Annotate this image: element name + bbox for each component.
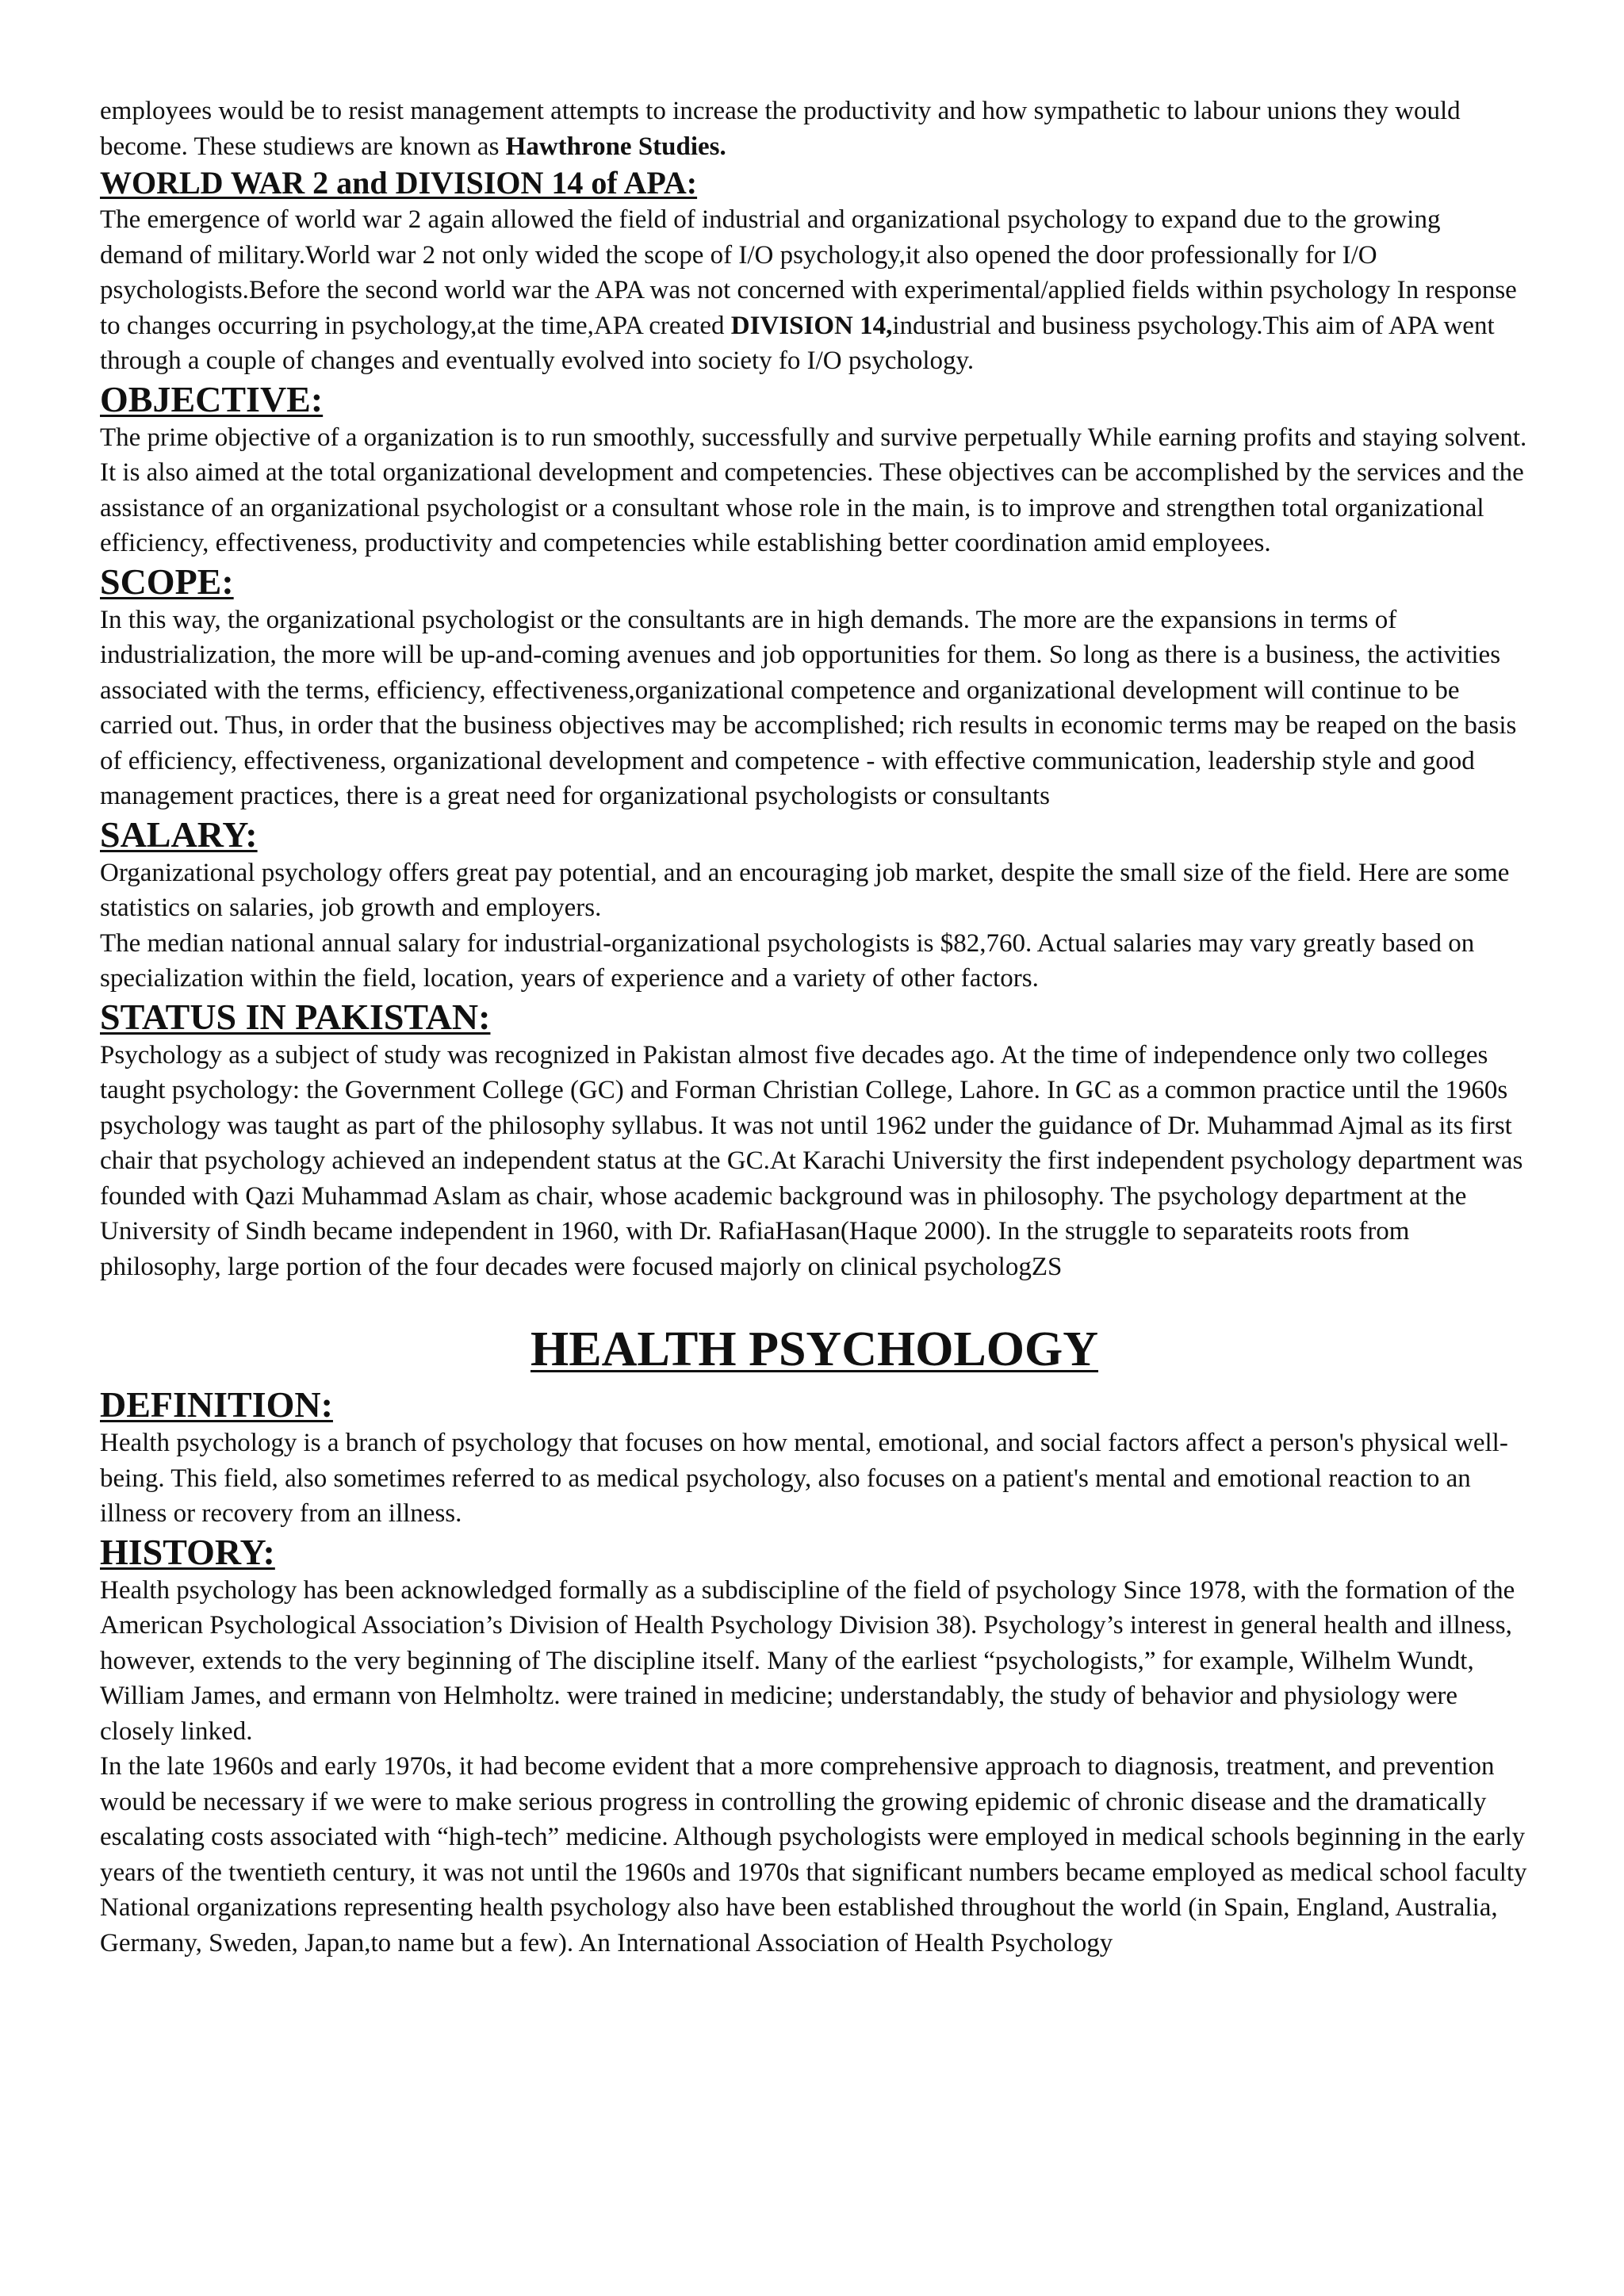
scope-heading: SCOPE: [100, 561, 234, 602]
division-14-term: DIVISION 14, [730, 311, 893, 340]
history-heading: HISTORY: [100, 1531, 275, 1572]
ww2-heading: WORLD WAR 2 and DIVISION 14 of APA: [100, 165, 698, 201]
intro-paragraph: employees would be to resist management attempts to increase the productivity and how sympathetic to labour unions they would become. These studiews are known as Hawthrone Studies. [100, 97, 1461, 161]
salary-paragraph-2: The median national annual salary for industrial-organizational psychologists is $82,760. Actual salaries may vary greatly based on specialization within the field, location, years of experience and a variety of other factors. [100, 928, 1475, 993]
objective-heading: OBJECTIVE: [100, 378, 324, 419]
history-paragraph-1: Health psychology has been acknowledged formally as a subdiscipline of the field of psychology Since 1978, with the formation of the American Psychological Association’s Division of Health Psychology Division 38). Psychology’s interest in general health and illness, however, extends to the very beginning of The discipline itself. Many of the earliest “psychologists,” for example, Wilhelm Wundt, William James, and ermann von Helmholtz. were trained in medicine; understandably, the study of behavior and physiology were closely linked. [100, 1575, 1515, 1746]
pakistan-heading: STATUS IN PAKISTAN: [100, 996, 491, 1037]
definition-heading: DEFINITION: [100, 1384, 333, 1425]
salary-paragraph-1: Organizational psychology offers great pay potential, and an encouraging job market, despite the small size of the field. Here are some statistics on salaries, job growth and employers. [100, 858, 1510, 922]
history-paragraph-2: In the late 1960s and early 1970s, it had become evident that a more comprehensive approach to diagnosis, treatment, and prevention would be necessary if we were to make serious progress in controlling the growing epidemic of chronic disease and the dramatically escalating costs associated with “high-tech” medicine. Although psychologists were employed in medical schools beginning in the early years of the twentieth century, it was not until the 1960s and 1970s that significant numbers became employed as medical school faculty [100, 1752, 1527, 1887]
salary-heading: SALARY: [100, 813, 258, 855]
hawthorne-studies-term: Hawthrone Studies. [505, 132, 726, 161]
scope-paragraph: In this way, the organizational psychologist or the consultants are in high demands. The more are the expansions in terms of industrialization, the more will be up-and-coming avenues and job opportunities for them. So long as there is a business, the activities associated with the terms, efficiency, effectiveness,organizational competence and organizational development will continue to be carried out. Thus, in order that the business objectives may be accomplished; rich results in economic terms may be reaped on the basis of efficiency, effectiveness, organizational development and competence - with effective communication, leadership style and good management practices, there is a great need for organizational psychologists or consultants [100, 605, 1517, 810]
ww2-paragraph: The emergence of world war 2 again allowed the field of industrial and organizational psychology to expand due to the growing demand of military.World war 2 not only wided the scope of I/O psychology,it also opened the door professionally for I/O psychologists.Before the second world war the APA was not concerned with experimental/applied fields within psychology In response to changes occurring in psychology,at the time,APA created DIVISION 14,industrial and business psychology.This aim of APA went through a couple of changes and eventually evolved into society fo I/O psychology. [100, 205, 1517, 375]
pakistan-paragraph: Psychology as a subject of study was recognized in Pakistan almost five decades ago. At the time of independence only two colleges taught psychology: the Government College (GC) and Forman Christian College, Lahore. In GC as a common practice until the 1960s psychology was taught as part of the philosophy syllabus. It was not until 1962 under the guidance of Dr. Muhammad Ajmal as its first chair that psychology achieved an independent status at the GC.At Karachi University the first independent psychology department was founded with Qazi Muhammad Aslam as chair, whose academic background was in philosophy. The psychology department at the University of Sindh became independent in 1960, with Dr. RafiaHasan(Haque 2000). In the struggle to separateits roots from philosophy, large portion of the four decades were focused majorly on clinical psychologZS [100, 1040, 1523, 1281]
health-psychology-title: HEALTH PSYCHOLOGY [530, 1322, 1099, 1376]
history-paragraph-3: National organizations representing health psychology also have been established throughout the world (in Spain, England, Australia, Germany, Sweden, Japan,to name but a few). An International Association of Health Psychology [100, 1893, 1498, 1957]
objective-paragraph: The prime objective of a organization is to run smoothly, successfully and survive perpetually While earning profits and staying solvent. It is also aimed at the total organizational development and competencies. These objectives can be accomplished by the services and the assistance of an organizational psychologist or a consultant whose role in the main, is to improve and strengthen total organizational efficiency, effectiveness, productivity and competencies while establishing better coordination amid employees. [100, 423, 1527, 557]
definition-paragraph: Health psychology is a branch of psychology that focuses on how mental, emotional, and social factors affect a person's physical well-being. This field, also sometimes referred to as medical psychology, also focuses on a patient's mental and emotional reaction to an illness or recovery from an illness. [100, 1429, 1508, 1528]
